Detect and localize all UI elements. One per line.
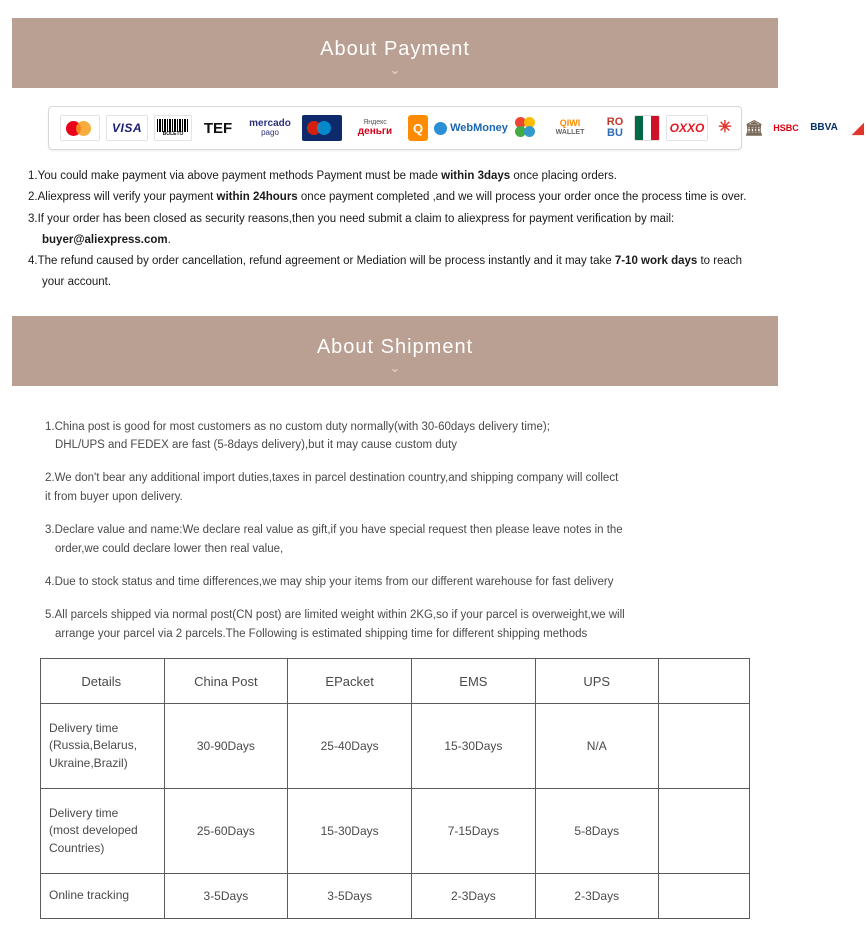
shipment-notes xyxy=(45,418,745,644)
payment-note-2-post: once payment completed ,and we will process your order once the process time is over. xyxy=(297,191,747,204)
table-row xyxy=(41,789,750,874)
support-email[interactable]: buyer@aliexpress.com xyxy=(42,233,168,246)
qiwi-wallet-logo xyxy=(544,115,596,141)
table-row-1-label xyxy=(41,704,165,789)
about-payment-banner xyxy=(12,18,778,88)
bank-building-logo: 🏛 xyxy=(742,115,766,141)
payment-note-3-line2-post: . xyxy=(167,233,171,246)
tef-logo: TEF xyxy=(198,115,238,141)
payment-note-4-line2: your account. xyxy=(42,276,112,289)
mercadopago-sublabel: pago xyxy=(261,128,279,138)
shipment-note-3-line1: 3.Declare value and name:We declare real value as gift,if you have special request then please leave notes in the xyxy=(45,524,623,537)
boleto-logo xyxy=(154,115,192,141)
mastercard-logo xyxy=(60,115,100,141)
yandex-label: деньги xyxy=(357,126,393,138)
santander-flag-logo: ◢ xyxy=(848,115,868,141)
hsbc-logo: HSBC xyxy=(772,115,800,141)
table-row-3-epacket: 3-5Days xyxy=(288,874,412,919)
table-row-3-extra xyxy=(658,874,749,919)
table-row xyxy=(41,874,750,919)
qiwi-orange-icon-logo: Q xyxy=(408,115,428,141)
payment-note-2 xyxy=(28,187,762,208)
table-header-details: Details xyxy=(41,659,165,704)
qiwi-sublabel: WALLET xyxy=(555,129,585,137)
table-row-2-label-line2: (most developed xyxy=(49,823,138,838)
table-row-3-ups: 2-3Days xyxy=(535,874,658,919)
payment-note-4-bold: 7-10 work days xyxy=(614,255,698,268)
shipping-time-table xyxy=(40,658,750,919)
payment-note-3-line2 xyxy=(28,230,762,251)
payment-notes xyxy=(28,166,762,294)
shipment-note-2 xyxy=(45,469,745,506)
chevron-down-icon: ⌄ xyxy=(389,62,401,77)
payment-note-1-pre: 1.You could make payment via above payment methods Payment must be made xyxy=(28,170,442,182)
table-header-epacket: EPacket xyxy=(288,659,412,704)
maestro-logo xyxy=(302,115,342,141)
table-row-2-extra xyxy=(658,789,749,874)
page-root xyxy=(0,18,864,946)
table-row-1-label-line2: (Russia,Belarus, xyxy=(49,738,138,753)
table-row-1-ems: 15-30Days xyxy=(412,704,536,789)
robokassa-label: RO xyxy=(606,116,624,128)
shipment-note-3 xyxy=(45,521,745,558)
payment-methods-strip xyxy=(48,106,864,150)
shipment-note-1-line1: 1.China post is good for most customers as no custom duty normally(with 30-60days delivery time); xyxy=(45,420,550,433)
table-row-3-label-line1: Online tracking xyxy=(49,888,130,903)
table-row-3-china-post: 3-5Days xyxy=(164,874,288,919)
table-row-1-china-post: 30-90Days xyxy=(164,704,288,789)
table-header-china-post: China Post xyxy=(164,659,288,704)
table-row-2-epacket: 15-30Days xyxy=(288,789,412,874)
shipment-note-2-line1: 2.We don't bear any additional import duties,taxes in parcel destination country,and shipping company will collect xyxy=(45,472,619,485)
payment-note-4-pre: 4.The refund caused by order cancellation, refund agreement or Mediation will be process instantly and it may take xyxy=(28,255,615,268)
table-row-2-ems: 7-15Days xyxy=(412,789,536,874)
table-row-2-label-line1: Delivery time xyxy=(49,806,119,821)
yandex-sublabel: Яндекс xyxy=(363,118,387,126)
payment-note-4-post: to reach xyxy=(697,255,743,268)
table-row-2-ups: 5-8Days xyxy=(535,789,658,874)
payment-note-1 xyxy=(28,166,762,187)
table-header-row xyxy=(41,659,750,704)
payment-note-1-post: once placing orders. xyxy=(510,170,617,182)
visa-logo: VISA xyxy=(106,115,148,141)
qiwi-label: QIWI xyxy=(559,118,581,129)
about-shipment-title: About Shipment xyxy=(316,335,474,358)
table-row-2-china-post: 25-60Days xyxy=(164,789,288,874)
moneymail-logo xyxy=(514,115,538,141)
shipment-note-2-line2: it from buyer upon delivery. xyxy=(45,490,183,503)
table-row-2-label-line3: Countries) xyxy=(49,840,105,855)
payment-note-1-bold: within 3days xyxy=(441,170,511,182)
bbva-logo: BBVA xyxy=(806,115,842,141)
table-row-2-label xyxy=(41,789,165,874)
mexico-flag-logo xyxy=(634,115,660,141)
payment-note-2-pre: 2.Aliexpress will verify your payment xyxy=(28,191,217,204)
shipment-note-4-line1: 4.Due to stock status and time differences,we may ship your items from our different warehouse for fast delivery xyxy=(45,575,614,588)
oxxo-logo: OXXO xyxy=(666,115,708,141)
payment-note-2-bold: within 24hours xyxy=(216,191,298,204)
robokassa-sublabel: BU xyxy=(607,127,623,139)
webmoney-label: WebMoney xyxy=(450,121,508,134)
about-shipment-banner xyxy=(12,316,778,386)
table-row xyxy=(41,704,750,789)
table-row-1-epacket: 25-40Days xyxy=(288,704,412,789)
shipment-note-4 xyxy=(45,573,745,591)
table-header-ems: EMS xyxy=(412,659,536,704)
webmoney-dot-icon xyxy=(434,122,447,135)
shipment-note-5-line2: arrange your parcel via 2 parcels.The Following is estimated shipping time for different shipping methods xyxy=(55,627,588,640)
table-row-3-label xyxy=(41,874,165,919)
boleto-label: BOLETO xyxy=(162,131,184,137)
table-row-3-ems: 2-3Days xyxy=(412,874,536,919)
mercadopago-label: mercado xyxy=(249,117,291,129)
shipment-note-1 xyxy=(45,418,745,455)
payment-note-3-pre: 3.If your order has been closed as security reasons,then you need submit a claim to aliexpress for payment verification by mail: xyxy=(28,212,675,225)
table-row-1-label-line1: Delivery time xyxy=(49,721,119,736)
about-payment-title: About Payment xyxy=(320,38,470,60)
shipment-note-1-line2: DHL/UPS and FEDEX are fast (5-8days delivery),but it may cause custom duty xyxy=(55,438,458,451)
shipment-note-3-line2: order,we could declare lower then real value, xyxy=(55,542,284,555)
webmoney-logo xyxy=(434,115,508,141)
table-header-empty xyxy=(658,659,749,704)
payment-note-4 xyxy=(28,251,762,294)
shipment-note-5 xyxy=(45,606,745,643)
table-header-ups: UPS xyxy=(535,659,658,704)
payment-methods-strip-wrapper xyxy=(0,88,864,156)
table-row-1-label-line3: Ukraine,Brazil) xyxy=(49,755,128,770)
shipping-table-wrapper xyxy=(40,658,750,919)
mercadopago-logo xyxy=(244,115,296,141)
flower-bank-logo: ✳ xyxy=(714,115,736,141)
robokassa-logo xyxy=(602,115,628,141)
chevron-down-icon: ⌄ xyxy=(389,359,401,375)
payment-note-3 xyxy=(28,209,762,252)
table-row-1-extra xyxy=(658,704,749,789)
yandex-dengi-logo xyxy=(348,115,402,141)
table-row-1-ups: N/A xyxy=(535,704,658,789)
shipment-note-5-line1: 5.All parcels shipped via normal post(CN post) are limited weight within 2KG,so if your parcel is overweight,we will xyxy=(45,609,625,622)
